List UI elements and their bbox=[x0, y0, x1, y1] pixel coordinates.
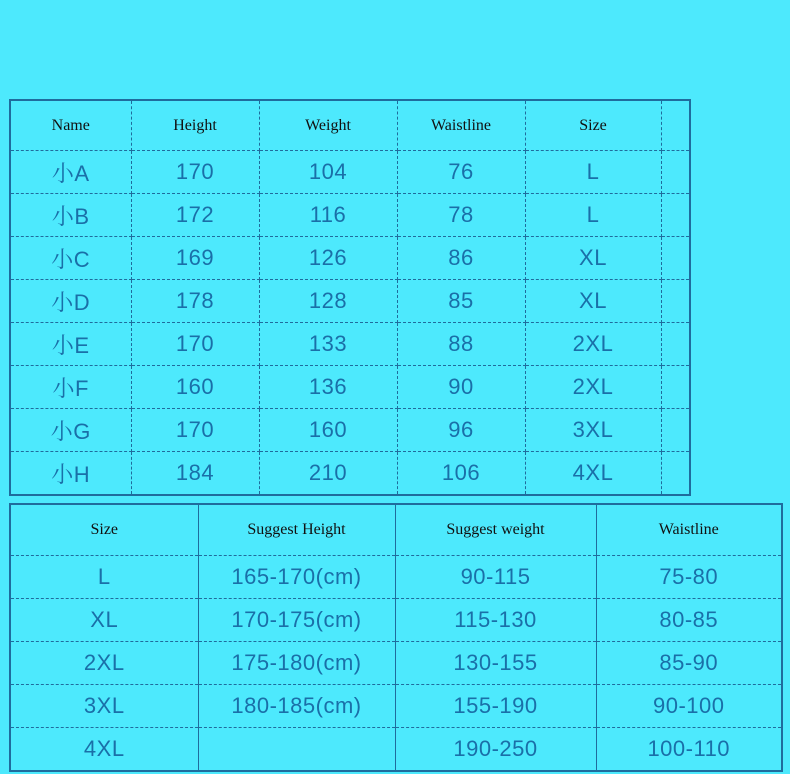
table-cell: 76 bbox=[397, 151, 525, 194]
table-cell: 170-175(cm) bbox=[198, 599, 395, 642]
table-cell: 130-155 bbox=[395, 642, 596, 685]
table-cell: 85 bbox=[397, 280, 525, 323]
table-cell: 3XL bbox=[10, 685, 198, 728]
table-cell: 175-180(cm) bbox=[198, 642, 395, 685]
table-cell: 小H bbox=[10, 452, 131, 496]
table-cell: 169 bbox=[131, 237, 259, 280]
size-guide-table bbox=[9, 503, 783, 772]
measurement-table bbox=[9, 99, 691, 496]
table-row bbox=[10, 366, 690, 409]
table-cell bbox=[198, 728, 395, 772]
column-header: Size bbox=[525, 100, 661, 151]
table-cell: L bbox=[10, 556, 198, 599]
column-header: Weight bbox=[259, 100, 397, 151]
table-cell: 88 bbox=[397, 323, 525, 366]
table-cell: 100-110 bbox=[647, 736, 731, 761]
table-cell: 80-85 bbox=[596, 599, 782, 642]
table-cell: 小E bbox=[10, 323, 131, 366]
table-row bbox=[10, 409, 690, 452]
table-cell: 155-190 bbox=[395, 685, 596, 728]
table-cell: 172 bbox=[131, 194, 259, 237]
table-cell: 78 bbox=[397, 194, 525, 237]
table-cell: 2XL bbox=[525, 366, 661, 409]
column-header: Height bbox=[131, 100, 259, 151]
table-cell: XL bbox=[10, 599, 198, 642]
table-cell: 126 bbox=[259, 237, 397, 280]
table-cell: 115-130 bbox=[395, 599, 596, 642]
table-cell: 104 bbox=[259, 151, 397, 194]
table-cell: 96 bbox=[397, 409, 525, 452]
table-row bbox=[10, 280, 690, 323]
table-cell: 2XL bbox=[525, 323, 661, 366]
table-row bbox=[10, 151, 690, 194]
table-cell: 136 bbox=[259, 366, 397, 409]
table-row bbox=[10, 452, 690, 496]
column-header bbox=[661, 100, 690, 151]
table-row bbox=[10, 556, 782, 599]
table-cell: XL bbox=[525, 237, 661, 280]
table-cell bbox=[661, 366, 690, 409]
table-cell: 小B bbox=[10, 194, 131, 237]
table-cell: 170 bbox=[131, 323, 259, 366]
column-header: Suggest Height bbox=[198, 504, 395, 556]
table-cell: 160 bbox=[131, 366, 259, 409]
table-cell: 160 bbox=[259, 409, 397, 452]
table-cell: 106 bbox=[397, 452, 525, 496]
table-row bbox=[10, 599, 782, 642]
table-cell: 190-250 bbox=[395, 728, 596, 772]
table-cell: 133 bbox=[259, 323, 397, 366]
table-cell: 90-100 bbox=[596, 685, 782, 728]
table-cell: 90 bbox=[397, 366, 525, 409]
table-row bbox=[10, 642, 782, 685]
table-cell: L bbox=[525, 151, 661, 194]
table-cell: 165-170(cm) bbox=[198, 556, 395, 599]
table-row bbox=[10, 194, 690, 237]
table-header-row bbox=[10, 504, 782, 556]
table-cell: 小G bbox=[10, 409, 131, 452]
table-cell: L bbox=[525, 194, 661, 237]
table-cell: 116 bbox=[259, 194, 397, 237]
table-cell: 90-115 bbox=[395, 556, 596, 599]
table-cell: 170 bbox=[131, 409, 259, 452]
table-cell bbox=[661, 280, 690, 323]
table-cell bbox=[661, 151, 690, 194]
table-cell: 210 bbox=[259, 452, 397, 496]
table-cell bbox=[661, 237, 690, 280]
table-cell: 4XL bbox=[10, 728, 198, 772]
column-header: Suggest weight bbox=[395, 504, 596, 556]
table-cell bbox=[661, 194, 690, 237]
table-cell: 3XL bbox=[525, 409, 661, 452]
table-cell: 2XL bbox=[10, 642, 198, 685]
column-header: Waistline bbox=[397, 100, 525, 151]
table-row bbox=[10, 685, 782, 728]
column-header: Name bbox=[10, 100, 131, 151]
table-cell bbox=[661, 323, 690, 366]
table-cell: 4XL bbox=[525, 452, 661, 496]
table-cell: 128 bbox=[259, 280, 397, 323]
table-row bbox=[10, 237, 690, 280]
table-cell: 86 bbox=[397, 237, 525, 280]
table-row bbox=[10, 728, 782, 772]
column-header: Waistline bbox=[596, 504, 782, 556]
table-cell: 85-90 bbox=[596, 642, 782, 685]
table-cell: XL bbox=[525, 280, 661, 323]
table-cell: 小C bbox=[10, 237, 131, 280]
table-cell: 小F bbox=[10, 366, 131, 409]
table-row bbox=[10, 323, 690, 366]
table-cell: 184 bbox=[131, 452, 259, 496]
table-cell: 小D bbox=[10, 280, 131, 323]
table-cell: 小A bbox=[10, 151, 131, 194]
table-cell: 180-185(cm) bbox=[198, 685, 395, 728]
table-cell bbox=[661, 452, 690, 496]
table-cell: 75-80 bbox=[596, 556, 782, 599]
table-cell: 170 bbox=[131, 151, 259, 194]
table-cell: 178 bbox=[131, 280, 259, 323]
table-cell bbox=[661, 409, 690, 452]
table-header-row bbox=[10, 100, 690, 151]
column-header: Size bbox=[10, 504, 198, 556]
